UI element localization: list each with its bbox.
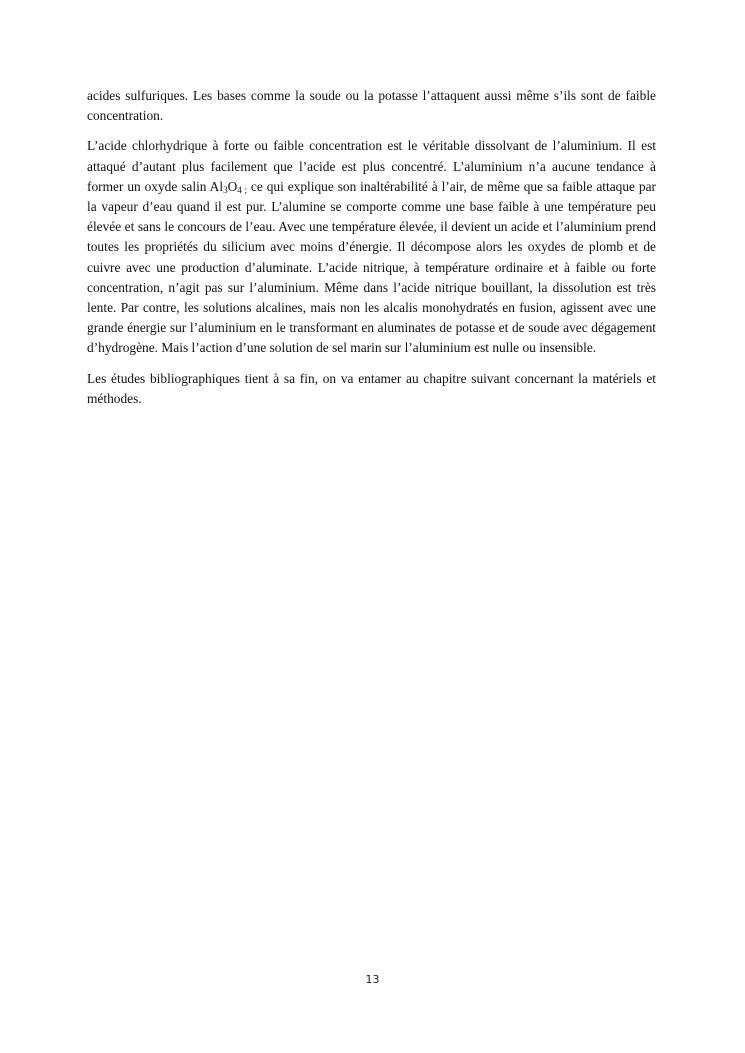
paragraph-text-before-formula: L’acide chlorhydrique à forte ou faible concentration est le véritable dissolvant de l’aluminium. Il est attaqué d’autant plus facilement que l’acide est plus concentré. L’aluminium n’a aucune tendance à former un oxyde salin [87, 138, 656, 194]
formula-element-oxygen: O [227, 178, 238, 194]
paragraph-text-after-formula: ce qui explique son inaltérabilité à l’air, de même que sa faible attaque par la vapeur d’eau quand il est pur. L’alumine se comporte comme une base faible à une température peu élevée et sans le concours de l’eau. Avec une température élevée, il devient un acide et l’aluminium prend toutes les propriétés du silicium avec moins d’énergie. Il décompose alors les oxydes de plomb et de cuivre avec une production d’aluminate. L’acide nitrique, à température ordinaire et à faible ou forte concentration, n’agit pas sur l’aluminium. Même dans l’acide nitrique bouillant, la dissolution est très lente. Par contre, les solutions alcalines, mais non les alcalis monohydratés en fusion, agissent avec une grande énergie sur l’aluminium en le transformant en aluminates de potasse et de soude avec dégagement d’hydrogène. Mais l’action d’une solution de sel marin sur l’aluminium est nulle ou insensible. [87, 178, 656, 356]
page-body [87, 86, 656, 419]
paragraph-acid-bases [87, 86, 656, 126]
paragraph-conclusion [87, 369, 656, 409]
paragraph-text: acides sulfuriques. Les bases comme la soude ou la potasse l’attaquent aussi même s’ils sont de faible concentration. [87, 88, 656, 124]
chemical-formula [210, 179, 247, 194]
formula-subscript: 4 ; [237, 184, 248, 195]
paragraph-text: Les études bibliographiques tient à sa fin, on va entamer au chapitre suivant concernant la matériels et méthodes. [87, 370, 656, 406]
page-number: 13 [365, 973, 380, 986]
paragraph-hydrochloric-acid [87, 136, 656, 358]
formula-subscript: 3 [223, 184, 228, 195]
formula-element-aluminium: Al [209, 178, 224, 194]
